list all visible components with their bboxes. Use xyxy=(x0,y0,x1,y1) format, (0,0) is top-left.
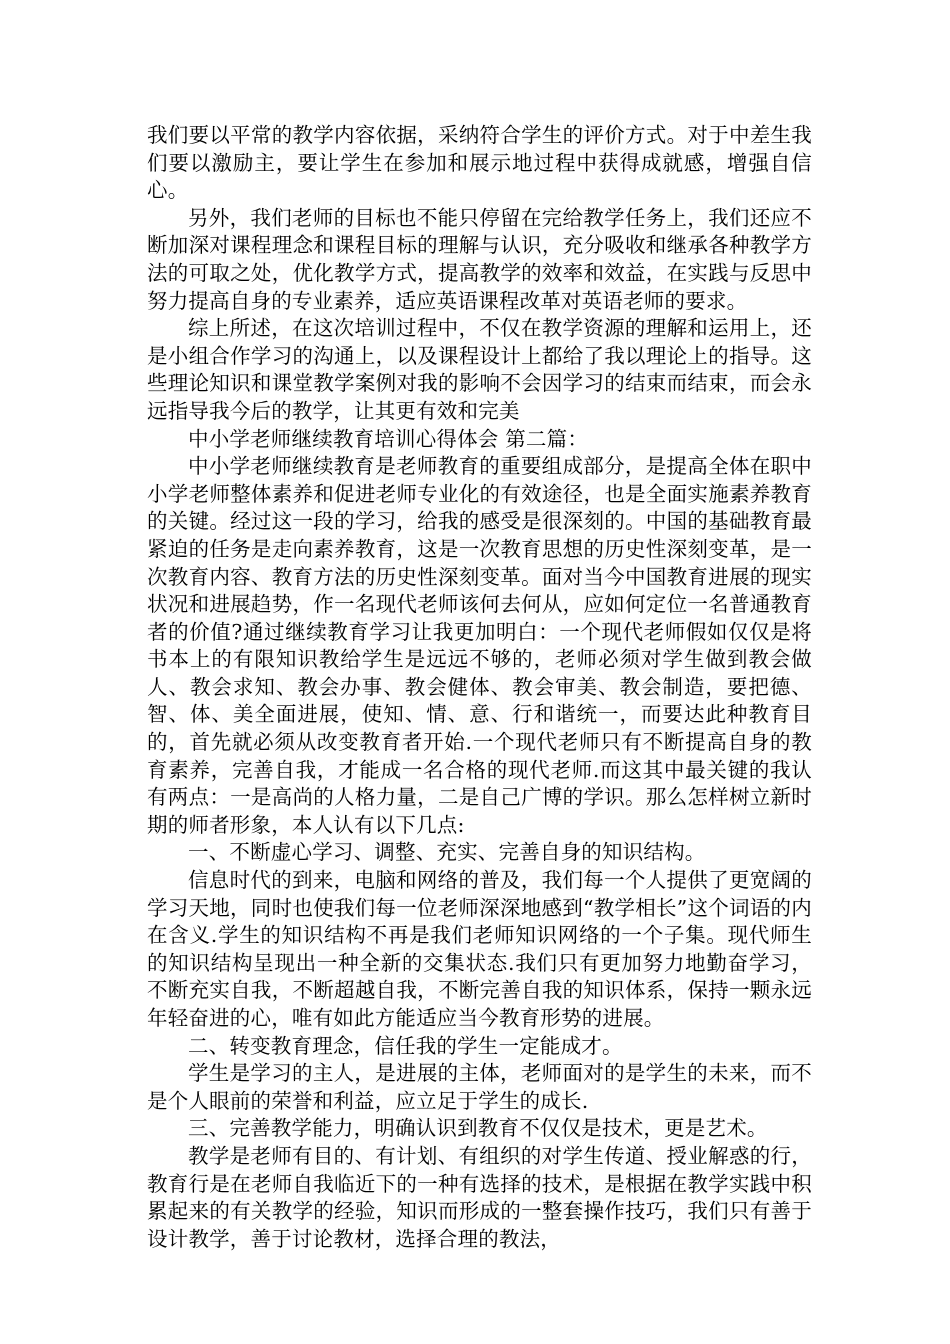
paragraph-6: 学生是学习的主人，是进展的主体，老师面对的是学生的未来，而不是个人眼前的荣誉和利益，应立足于学生的成长. xyxy=(147,1061,812,1113)
paragraph-3: 综上所述，在这次培训过程中，不仅在教学资源的理解和运用上，还是小组合作学习的沟通上，以及课程设计上都给了我以理论上的指导。这些理论知识和课堂教学案例对我的影响不会因学习的结束而结束，而会永远指导我今后的教学，让其更有效和完美 xyxy=(147,316,812,423)
paragraph-5: 信息时代的到来，电脑和网络的普及，我们每一个人提供了更宽阔的学习天地，同时也使我们每一位老师深深地感到“教学相长”这个词语的内在含义.学生的知识结构不再是我们老师知识网络的一个子集。现代师生的知识结构呈现出一种全新的交集状态.我们只有更加努力地勤奋学习，不断充实自我，不断超越自我，不断完善自我的知识体系，保持一颗永远年轻奋进的心，唯有如此方能适应当今教育形势的进展。 xyxy=(147,868,812,1030)
paragraph-2: 另外，我们老师的目标也不能只停留在完给教学任务上，我们还应不断加深对课程理念和课程目标的理解与认识，充分吸收和继承各种教学方法的可取之处，优化教学方式，提高教学的效率和效益，在实践与反思中努力提高自身的专业素养，适应英语课程改革对英语老师的要求。 xyxy=(147,205,812,313)
paragraph-7: 教学是老师有目的、有计划、有组织的对学生传道、授业解惑的行，教育行是在老师自我临近下的一种有选择的技术，是根据在教学实践中积累起来的有关教学的经验，知识而形成的一整套操作技巧，我们只有善于设计教学，善于讨论教材，选择合理的教法， xyxy=(147,1143,812,1251)
section-heading-part-two: 中小学老师继续教育培训心得体会 第二篇： xyxy=(188,426,589,451)
document-body xyxy=(147,122,812,1253)
point-heading-2: 二、转变教育理念，信任我的学生一定能成才。 xyxy=(188,1033,623,1058)
point-heading-3: 三、完善教学能力，明确认识到教育不仅仅是技术，更是艺术。 xyxy=(188,1116,768,1141)
paragraph-1: 我们要以平常的教学内容依据，采纳符合学生的评价方式。对于中差生我们要以激励主，要让学生在参加和展示地过程中获得成就感，增强自信心。 xyxy=(147,123,812,203)
paragraph-4: 中小学老师继续教育是老师教育的重要组成部分，是提高全体在职中小学老师整体素养和促进老师专业化的有效途径，也是全面实施素养教育的关键。经过这一段的学习，给我的感受是很深刻的。中国的基础教育最紧迫的任务是走向素养教育，这是一次教育思想的历史性深刻变革，是一次教育内容、教育方法的历史性深刻变革。面对当今中国教育进展的现实状况和进展趋势，作一名现代老师该何去何从，应如何定位一名普通教育者的价值?通过继续教育学习让我更加明白：一个现代老师假如仅仅是将书本上的有限知识教给学生是远远不够的，老师必须对学生做到教会做人、教会求知、教会办事、教会健体、教会审美、教会制造，要把德、智、体、美全面进展，使知、情、意、行和谐统一，而要达此种教育目的，首先就必须从改变教育者开始.一个现代老师只有不断提高自身的教育素养，完善自我，才能成一名合格的现代老师.而这其中最关键的我认有两点：一是高尚的人格力量，二是自己广博的学识。那么怎样树立新时期的师者形象，本人认有以下几点: xyxy=(147,454,812,837)
point-heading-1: 一、不断虚心学习、调整、充实、完善自身的知识结构。 xyxy=(188,840,706,865)
